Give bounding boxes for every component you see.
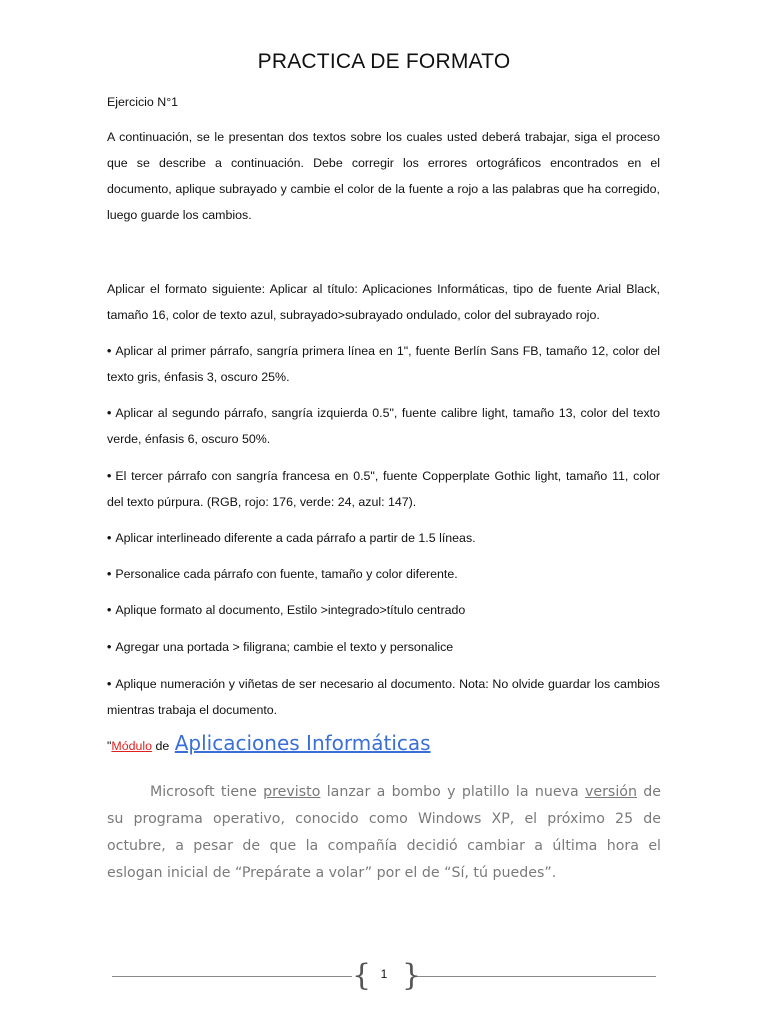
module-connector: de — [155, 739, 170, 753]
instruction-paragraph: Aplicar el formato siguiente: Aplicar al título: Aplicaciones Informáticas, tipo de fuente Arial Black, tamaño 16, color de texto azul, subrayado>subrayado ondulado, color del subrayado rojo. — [107, 282, 660, 322]
paragraph-text: lanzar a bombo y platillo la nueva — [320, 784, 585, 800]
exercise-label: Ejercicio N°1 — [107, 95, 179, 109]
page-title: PRACTICA DE FORMATO — [257, 50, 511, 73]
bullet-item: • Aplicar al primer párrafo, sangría primera línea en 1", fuente Berlín Sans FB, tamaño 12, color del texto gris, énfasis 3, oscuro 25%. — [107, 338, 660, 390]
footer-rule-left — [112, 976, 352, 977]
intro-paragraph: A continuación, se le presentan dos textos sobre los cuales usted deberá trabajar, siga el proceso que se describe a continuación. Debe corregir los errores ortográficos encontrados en el documento, aplique subrayado y cambie el color de la fuente a rojo a las palabras que ha corregido, luego guarde los cambios. — [107, 130, 660, 222]
paragraph-text: de su programa operativo, conocido como Windows XP, el próximo 25 de octubre, a pesar de que la compañía decidió cambiar a última hora el eslogan inicial de “Prepárate a volar” por el de “Sí, tú puedes”. — [107, 784, 661, 881]
underlined-word: previsto — [263, 784, 321, 800]
module-heading — [107, 731, 667, 755]
body-paragraph — [107, 779, 661, 887]
paragraph-text: Microsoft tiene — [150, 784, 264, 800]
module-title: Aplicaciones Informáticas — [174, 731, 431, 755]
bullet-item: • Agregar una portada > filigrana; cambie el texto y personalice — [107, 634, 660, 660]
right-brace-icon: } — [402, 958, 422, 993]
quote-mark: " — [107, 739, 112, 753]
bullet-item: • El tercer párrafo con sangría francesa en 0.5", fuente Copperplate Gothic light, tamaño 11, color del texto púrpura. (RGB, rojo: 176, verde: 24, azul: 147). — [107, 463, 660, 515]
bullet-item: • Aplique numeración y viñetas de ser necesario al documento. Nota: No olvide guardar los cambios mientras trabaja el documento. — [107, 671, 660, 723]
underlined-word: versión — [584, 784, 637, 800]
left-brace-icon: { — [352, 958, 372, 993]
bullet-item: • Personalice cada párrafo con fuente, tamaño y color diferente. — [107, 561, 660, 587]
bullet-item: • Aplique formato al documento, Estilo >integrado>título centrado — [107, 597, 660, 623]
corrected-word: Módulo — [111, 739, 153, 753]
bullet-item: • Aplicar interlineado diferente a cada párrafo a partir de 1.5 líneas. — [107, 525, 660, 551]
page-number: 1 — [380, 967, 388, 981]
bullet-item: • Aplicar al segundo párrafo, sangría izquierda 0.5", fuente calibre light, tamaño 13, color del texto verde, énfasis 6, oscuro 50%. — [107, 400, 660, 452]
footer-rule-right — [414, 976, 656, 977]
